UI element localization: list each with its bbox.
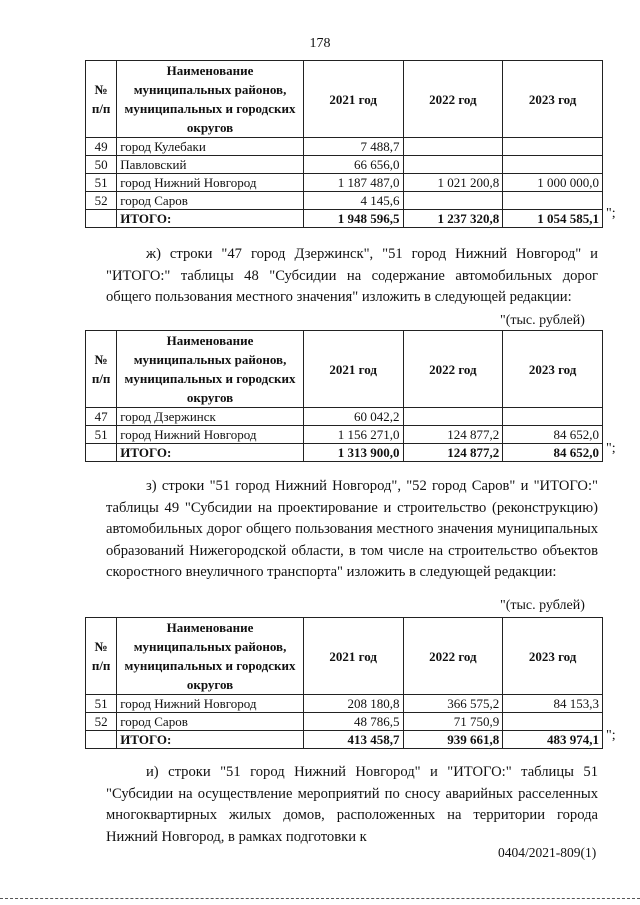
document-code: 0404/2021-809(1) [498,845,597,860]
total-2023: 84 652,0 [503,444,603,462]
header-2021: 2021 год [303,331,403,408]
row-2021: 208 180,8 [303,695,403,713]
total-row [86,210,603,228]
paragraph-i-text: и) строки "51 город Нижний Новгород" и "ИТОГО:" таблицы 51 "Субсидии на осуществление мероприятий по сносу аварийных расселенных многоквартирных жилых домов, расположенных на территории города Нижний Новгород, в рамках подготовки к [106,764,598,845]
table-row [86,174,603,192]
header-name: Наименование муниципальных районов, муниципальных и городских округов [117,618,304,695]
row-no: 50 [86,156,117,174]
row-2022 [403,192,503,210]
subsidy-table-3 [85,617,603,749]
header-2023: 2023 год [503,618,603,695]
row-no: 51 [86,426,117,444]
row-no: 51 [86,174,117,192]
row-name: город Кулебаки [117,138,304,156]
total-label: ИТОГО: [117,444,304,462]
header-no: № п/п [86,618,117,695]
bottom-scan-rule [0,898,640,899]
table-header-row [86,618,603,695]
units-label-2: "(тыс. рублей) [500,598,585,613]
row-no: 47 [86,408,117,426]
page-number: 178 [309,36,331,51]
total-2023: 1 054 585,1 [503,210,603,228]
total-label: ИТОГО: [117,210,304,228]
row-no: 49 [86,138,117,156]
total-2022: 939 661,8 [403,731,503,749]
row-2023 [503,713,603,731]
row-2023 [503,156,603,174]
header-2022: 2022 год [403,618,503,695]
total-no [86,210,117,228]
paragraph-z-text: з) строки "51 город Нижний Новгород", "52 город Саров" и "ИТОГО:" таблицы 49 "Субсидии на проектирование и строительство (реконструкцию) автомобильных дорог общего пользования местного значения муниципальных образований Нижегородской области, в том числе на строительство объектов скоростного внеуличного транспорта" изложить в следующей редакции: [106,478,598,580]
row-2022: 124 877,2 [403,426,503,444]
row-name: город Нижний Новгород [117,426,304,444]
table-row [86,192,603,210]
row-2022 [403,138,503,156]
row-2023: 1 000 000,0 [503,174,603,192]
row-2021: 66 656,0 [303,156,403,174]
total-no [86,444,117,462]
row-2021: 4 145,6 [303,192,403,210]
row-2022: 366 575,2 [403,695,503,713]
units-label: "(тыс. рублей) [500,313,585,328]
row-name: город Нижний Новгород [117,695,304,713]
row-name: город Саров [117,713,304,731]
row-2022 [403,408,503,426]
subsidy-table-1 [85,60,603,228]
table-header-row [86,331,603,408]
header-2022: 2022 год [403,331,503,408]
row-2021: 7 488,7 [303,138,403,156]
row-name: Павловский [117,156,304,174]
row-no: 52 [86,713,117,731]
total-no [86,731,117,749]
header-name: Наименование муниципальных районов, муниципальных и городских округов [117,61,304,138]
total-2023: 483 974,1 [503,731,603,749]
paragraph-zh [106,244,598,309]
row-name: город Дзержинск [117,408,304,426]
total-2021: 1 948 596,5 [303,210,403,228]
header-name: Наименование муниципальных районов, муниципальных и городских округов [117,331,304,408]
row-name: город Нижний Новгород [117,174,304,192]
total-2021: 1 313 900,0 [303,444,403,462]
header-2021: 2021 год [303,618,403,695]
row-2021: 48 786,5 [303,713,403,731]
row-2023: 84 153,3 [503,695,603,713]
header-2023: 2023 год [503,61,603,138]
table-row [86,695,603,713]
header-2022: 2022 год [403,61,503,138]
header-2021: 2021 год [303,61,403,138]
row-name: город Саров [117,192,304,210]
table-header-row [86,61,603,138]
table1-closing-quote: "; [606,206,616,221]
table-row [86,408,603,426]
total-label: ИТОГО: [117,731,304,749]
paragraph-i [106,762,598,848]
row-2021: 1 156 271,0 [303,426,403,444]
row-2022 [403,156,503,174]
row-2023 [503,192,603,210]
table-row [86,426,603,444]
table-row [86,156,603,174]
table2-closing-quote: "; [606,441,616,456]
row-2022: 71 750,9 [403,713,503,731]
header-2023: 2023 год [503,331,603,408]
row-2021: 1 187 487,0 [303,174,403,192]
row-2021: 60 042,2 [303,408,403,426]
paragraph-zh-text: ж) строки "47 город Дзержинск", "51 город Нижний Новгород" и "ИТОГО:" таблицы 48 "Субсидии на содержание автомобильных дорог общего пользования местного значения" изложить в следующей редакции: [106,246,598,305]
total-2022: 124 877,2 [403,444,503,462]
row-2023: 84 652,0 [503,426,603,444]
total-row [86,444,603,462]
header-no: № п/п [86,61,117,138]
row-2022: 1 021 200,8 [403,174,503,192]
total-2022: 1 237 320,8 [403,210,503,228]
row-no: 52 [86,192,117,210]
table-row [86,138,603,156]
total-row [86,731,603,749]
table-row [86,713,603,731]
subsidy-table-2 [85,330,603,462]
row-2023 [503,408,603,426]
paragraph-z [106,476,598,584]
header-no: № п/п [86,331,117,408]
table3-closing-quote: "; [606,728,616,743]
row-no: 51 [86,695,117,713]
total-2021: 413 458,7 [303,731,403,749]
row-2023 [503,138,603,156]
